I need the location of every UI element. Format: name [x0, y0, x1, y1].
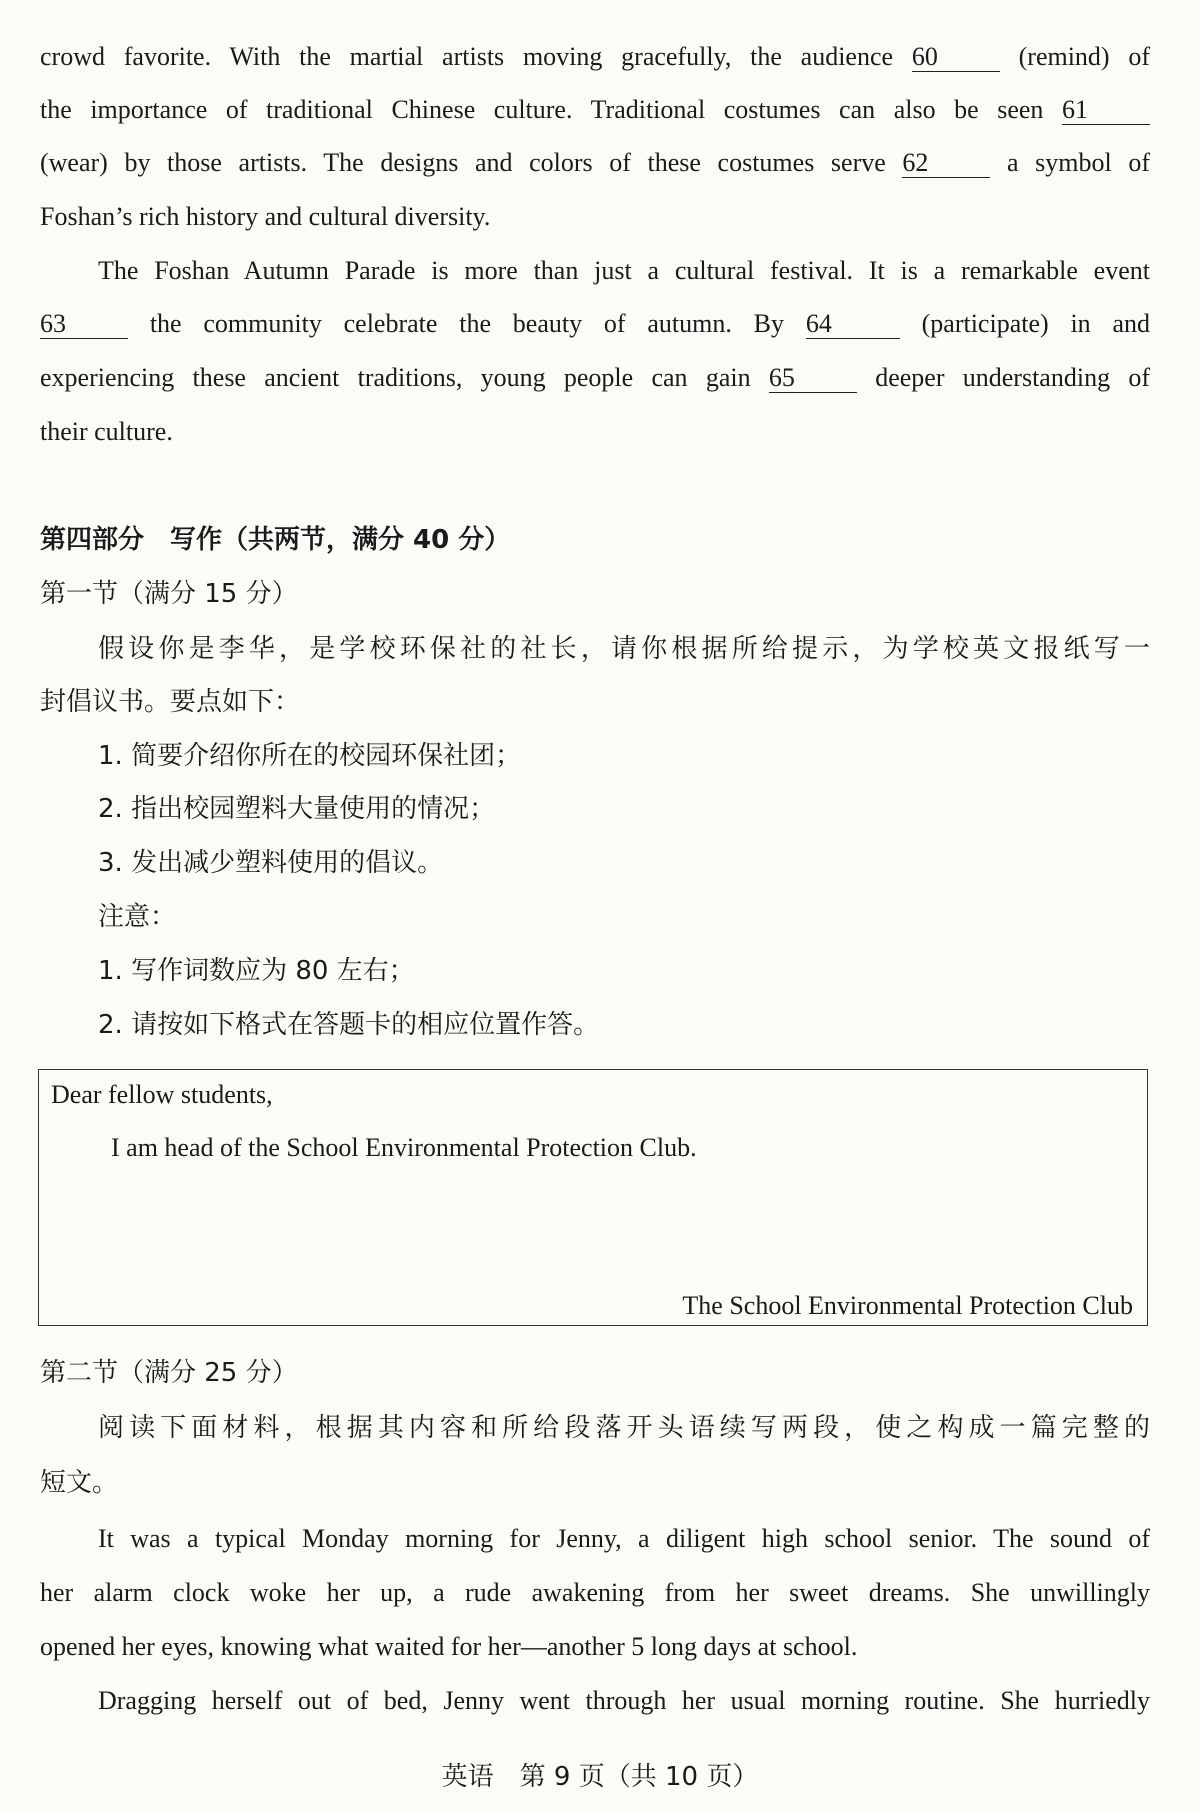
passage-text: deeper understanding of	[875, 363, 1151, 392]
point-3: 3. 发出减少塑料使用的倡议。	[98, 848, 444, 878]
passage-text: crowd favorite. With the martial artists moving gracefully, the audience	[40, 42, 894, 71]
passage-line-6	[40, 311, 1150, 339]
point-1: 1. 简要介绍你所在的校园环保社团；	[98, 741, 522, 771]
letter-format-box	[38, 1069, 1148, 1326]
section-one-instruction-cont: 封倡议书。要点如下：	[40, 687, 301, 717]
story-line-1: It was a typical Monday morning for Jenny, a diligent high school senior. The sound of	[98, 1524, 1150, 1553]
story-line-2: her alarm clock woke her up, a rude awakening from her sweet dreams. She unwillingly	[40, 1578, 1150, 1607]
passage-text: the importance of traditional Chinese culture. Traditional costumes can also be seen	[40, 95, 1044, 124]
part-four-heading: 第四部分 写作（共两节，满分 40 分）	[40, 525, 511, 555]
story-line-4: Dragging herself out of bed, Jenny went through her usual morning routine. She hurriedly	[98, 1686, 1150, 1715]
note-2: 2. 请按如下格式在答题卡的相应位置作答。	[98, 1010, 600, 1040]
passage-line-1	[40, 44, 1150, 72]
blank-61: 61	[1062, 97, 1150, 125]
point-2: 2. 指出校园塑料大量使用的情况；	[98, 794, 496, 824]
passage-text: (wear) by those artists. The designs and colors of these costumes serve	[40, 148, 886, 177]
blank-62: 62	[902, 150, 990, 178]
section-two-instruction: 阅读下面材料，根据其内容和所给段落开头语续写两段，使之构成一篇完整的	[98, 1413, 1150, 1443]
letter-body: I am head of the School Environmental Protection Club.	[111, 1133, 697, 1162]
note-1: 1. 写作词数应为 80 左右；	[98, 956, 415, 986]
story-line-3: opened her eyes, knowing what waited for her—another 5 long days at school.	[40, 1632, 858, 1661]
blank-63: 63	[40, 311, 128, 339]
passage-line-2	[40, 97, 1150, 125]
passage-line-4: Foshan’s rich history and cultural diversity.	[40, 202, 491, 231]
passage-line-7	[40, 365, 1150, 393]
passage-text: (remind) of	[1018, 42, 1151, 71]
passage-text: (participate) in and	[921, 309, 1151, 338]
passage-text: a symbol of	[1007, 148, 1151, 177]
blank-65: 65	[769, 365, 857, 393]
passage-line-3	[40, 150, 1150, 178]
section-one-heading: 第一节（满分 15 分）	[40, 579, 298, 609]
blank-60: 60	[912, 44, 1000, 72]
note-label: 注意：	[98, 902, 177, 932]
passage-line-8: their culture.	[40, 417, 173, 446]
section-two-instruction-cont: 短文。	[40, 1468, 119, 1498]
passage-text: the community celebrate the beauty of autumn. By	[149, 309, 784, 338]
passage-line-5: The Foshan Autumn Parade is more than just a cultural festival. It is a remarkable event	[98, 256, 1150, 285]
passage-text: experiencing these ancient traditions, young people can gain	[40, 363, 751, 392]
blank-64: 64	[806, 311, 900, 339]
letter-greeting: Dear fellow students,	[51, 1080, 273, 1109]
page-footer: 英语 第 9 页（共 10 页）	[441, 1762, 759, 1792]
letter-signature: The School Environmental Protection Club	[682, 1291, 1133, 1320]
section-two-heading: 第二节（满分 25 分）	[40, 1358, 298, 1388]
section-one-instruction: 假设你是李华，是学校环保社的社长，请你根据所给提示，为学校英文报纸写一	[98, 634, 1150, 664]
